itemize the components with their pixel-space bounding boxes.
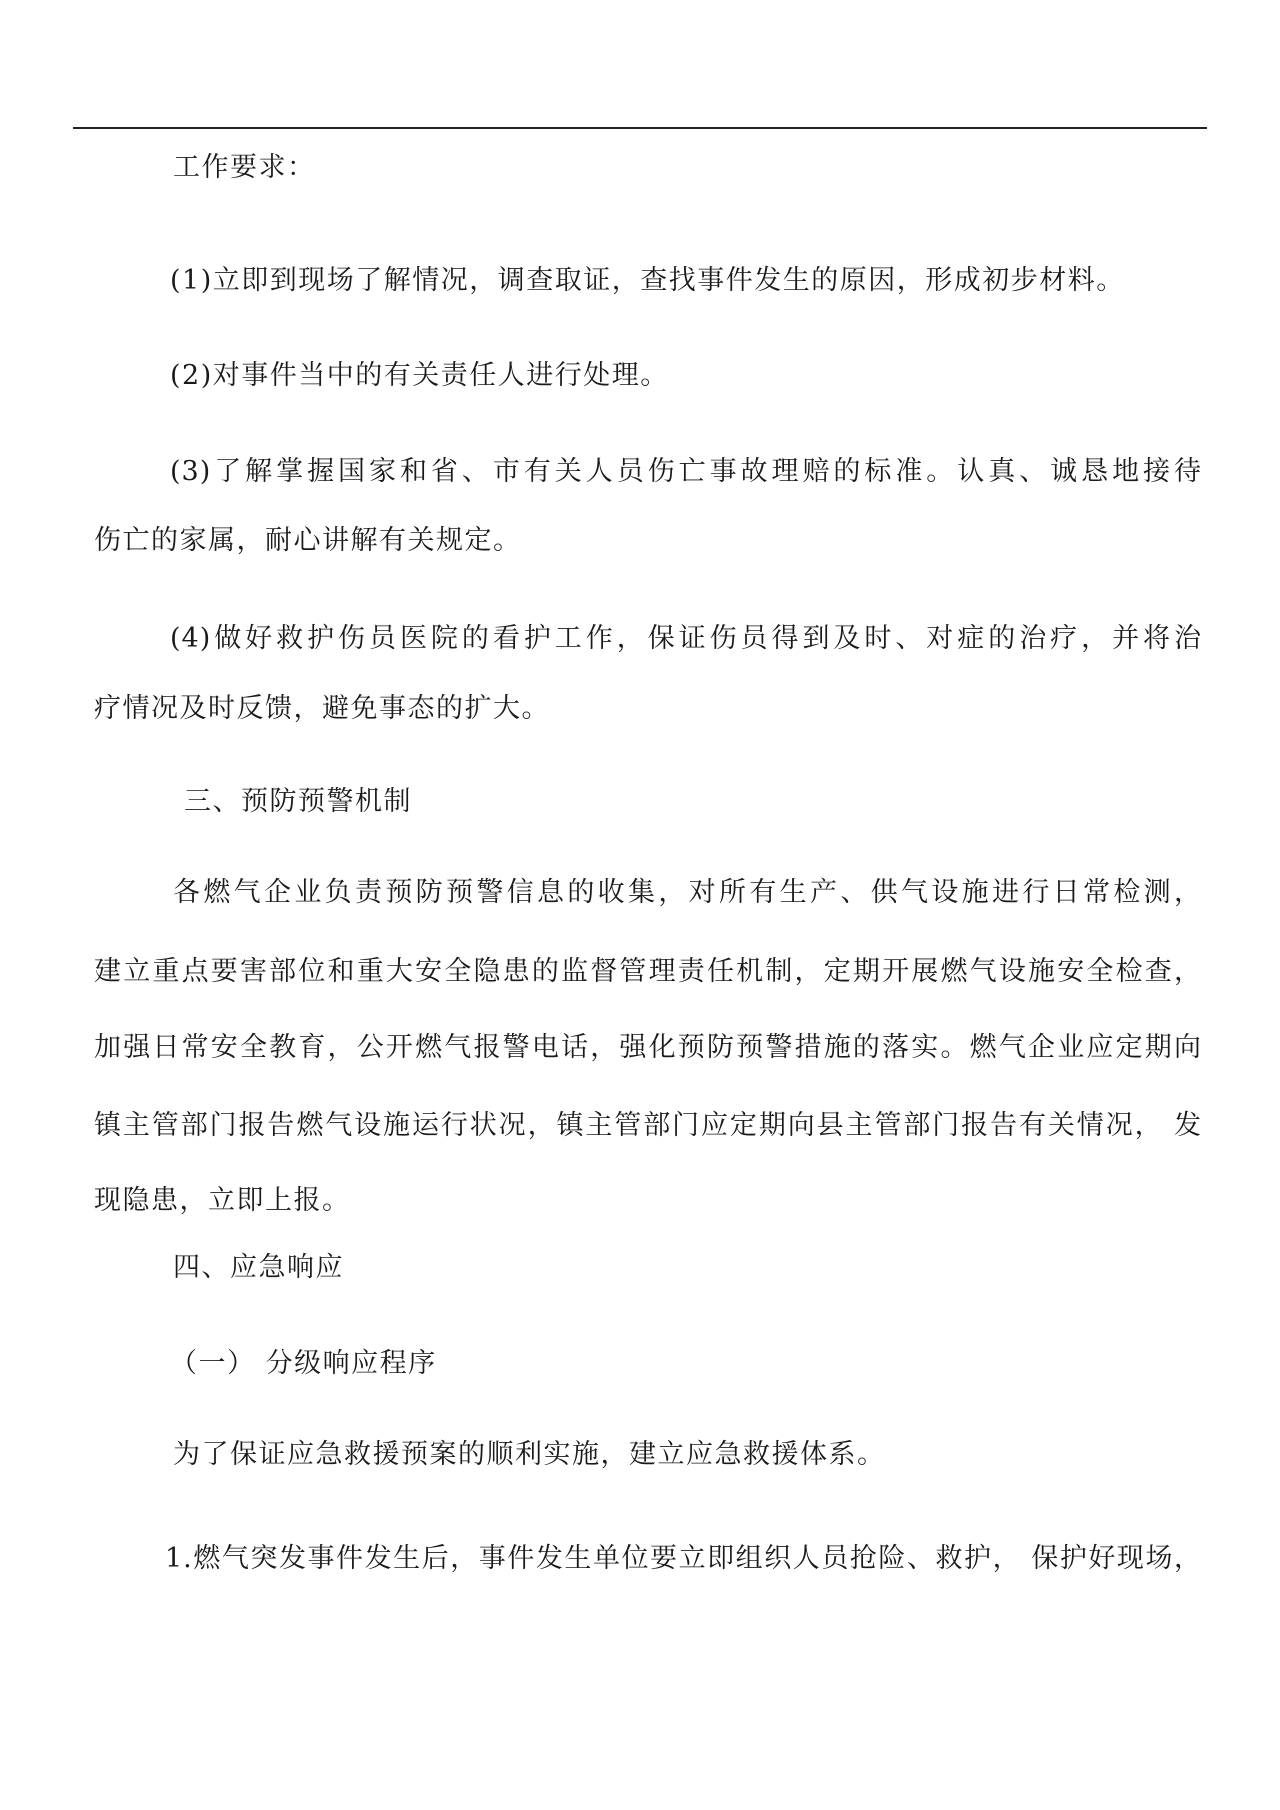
- subsection-1-intro: 为了保证应急救援预案的顺利实施，建立应急救援体系。: [173, 1439, 886, 1470]
- section-3-heading: 三、预防预警机制: [184, 786, 412, 817]
- item-1-line-1: 1.燃气突发事件发生后，事件发生单位要立即组织人员抢险、救护， 保护好现场，: [165, 1543, 1202, 1574]
- requirement-1: (1)立即到现场了解情况，调查取证，查找事件发生的原因，形成初步材料。: [170, 265, 1125, 296]
- requirement-4-line-1: (4)做好救护伤员医院的看护工作，保证伤员得到及时、对症的治疗，并将治: [170, 623, 1202, 654]
- section-3-paragraph-line-3: 加强日常安全教育，公开燃气报警电话，强化预防预警措施的落实。燃气企业应定期向: [94, 1032, 1202, 1063]
- header-rule: [73, 127, 1207, 129]
- subsection-1-heading: （一） 分级响应程序: [170, 1348, 437, 1379]
- requirement-3-line-1: (3)了解掌握国家和省、市有关人员伤亡事故理赔的标准。认真、诚恳地接待: [170, 456, 1202, 487]
- section-3-paragraph-line-2: 建立重点要害部位和重大安全隐患的监督管理责任机制，定期开展燃气设施安全检查，: [94, 956, 1202, 987]
- requirement-2: (2)对事件当中的有关责任人进行处理。: [170, 360, 669, 391]
- requirement-4-line-2: 疗情况及时反馈，避免事态的扩大。: [94, 693, 550, 724]
- work-requirements-heading: 工作要求：: [173, 152, 316, 183]
- section-4-heading: 四、应急响应: [173, 1252, 344, 1283]
- section-3-paragraph-line-4: 镇主管部门报告燃气设施运行状况，镇主管部门应定期向县主管部门报告有关情况， 发: [94, 1110, 1202, 1141]
- section-3-paragraph-line-1: 各燃气企业负责预防预警信息的收集，对所有生产、供气设施进行日常检测，: [173, 877, 1202, 908]
- section-3-paragraph-line-5: 现隐患，立即上报。: [94, 1185, 351, 1216]
- requirement-3-line-2: 伤亡的家属，耐心讲解有关规定。: [94, 525, 522, 556]
